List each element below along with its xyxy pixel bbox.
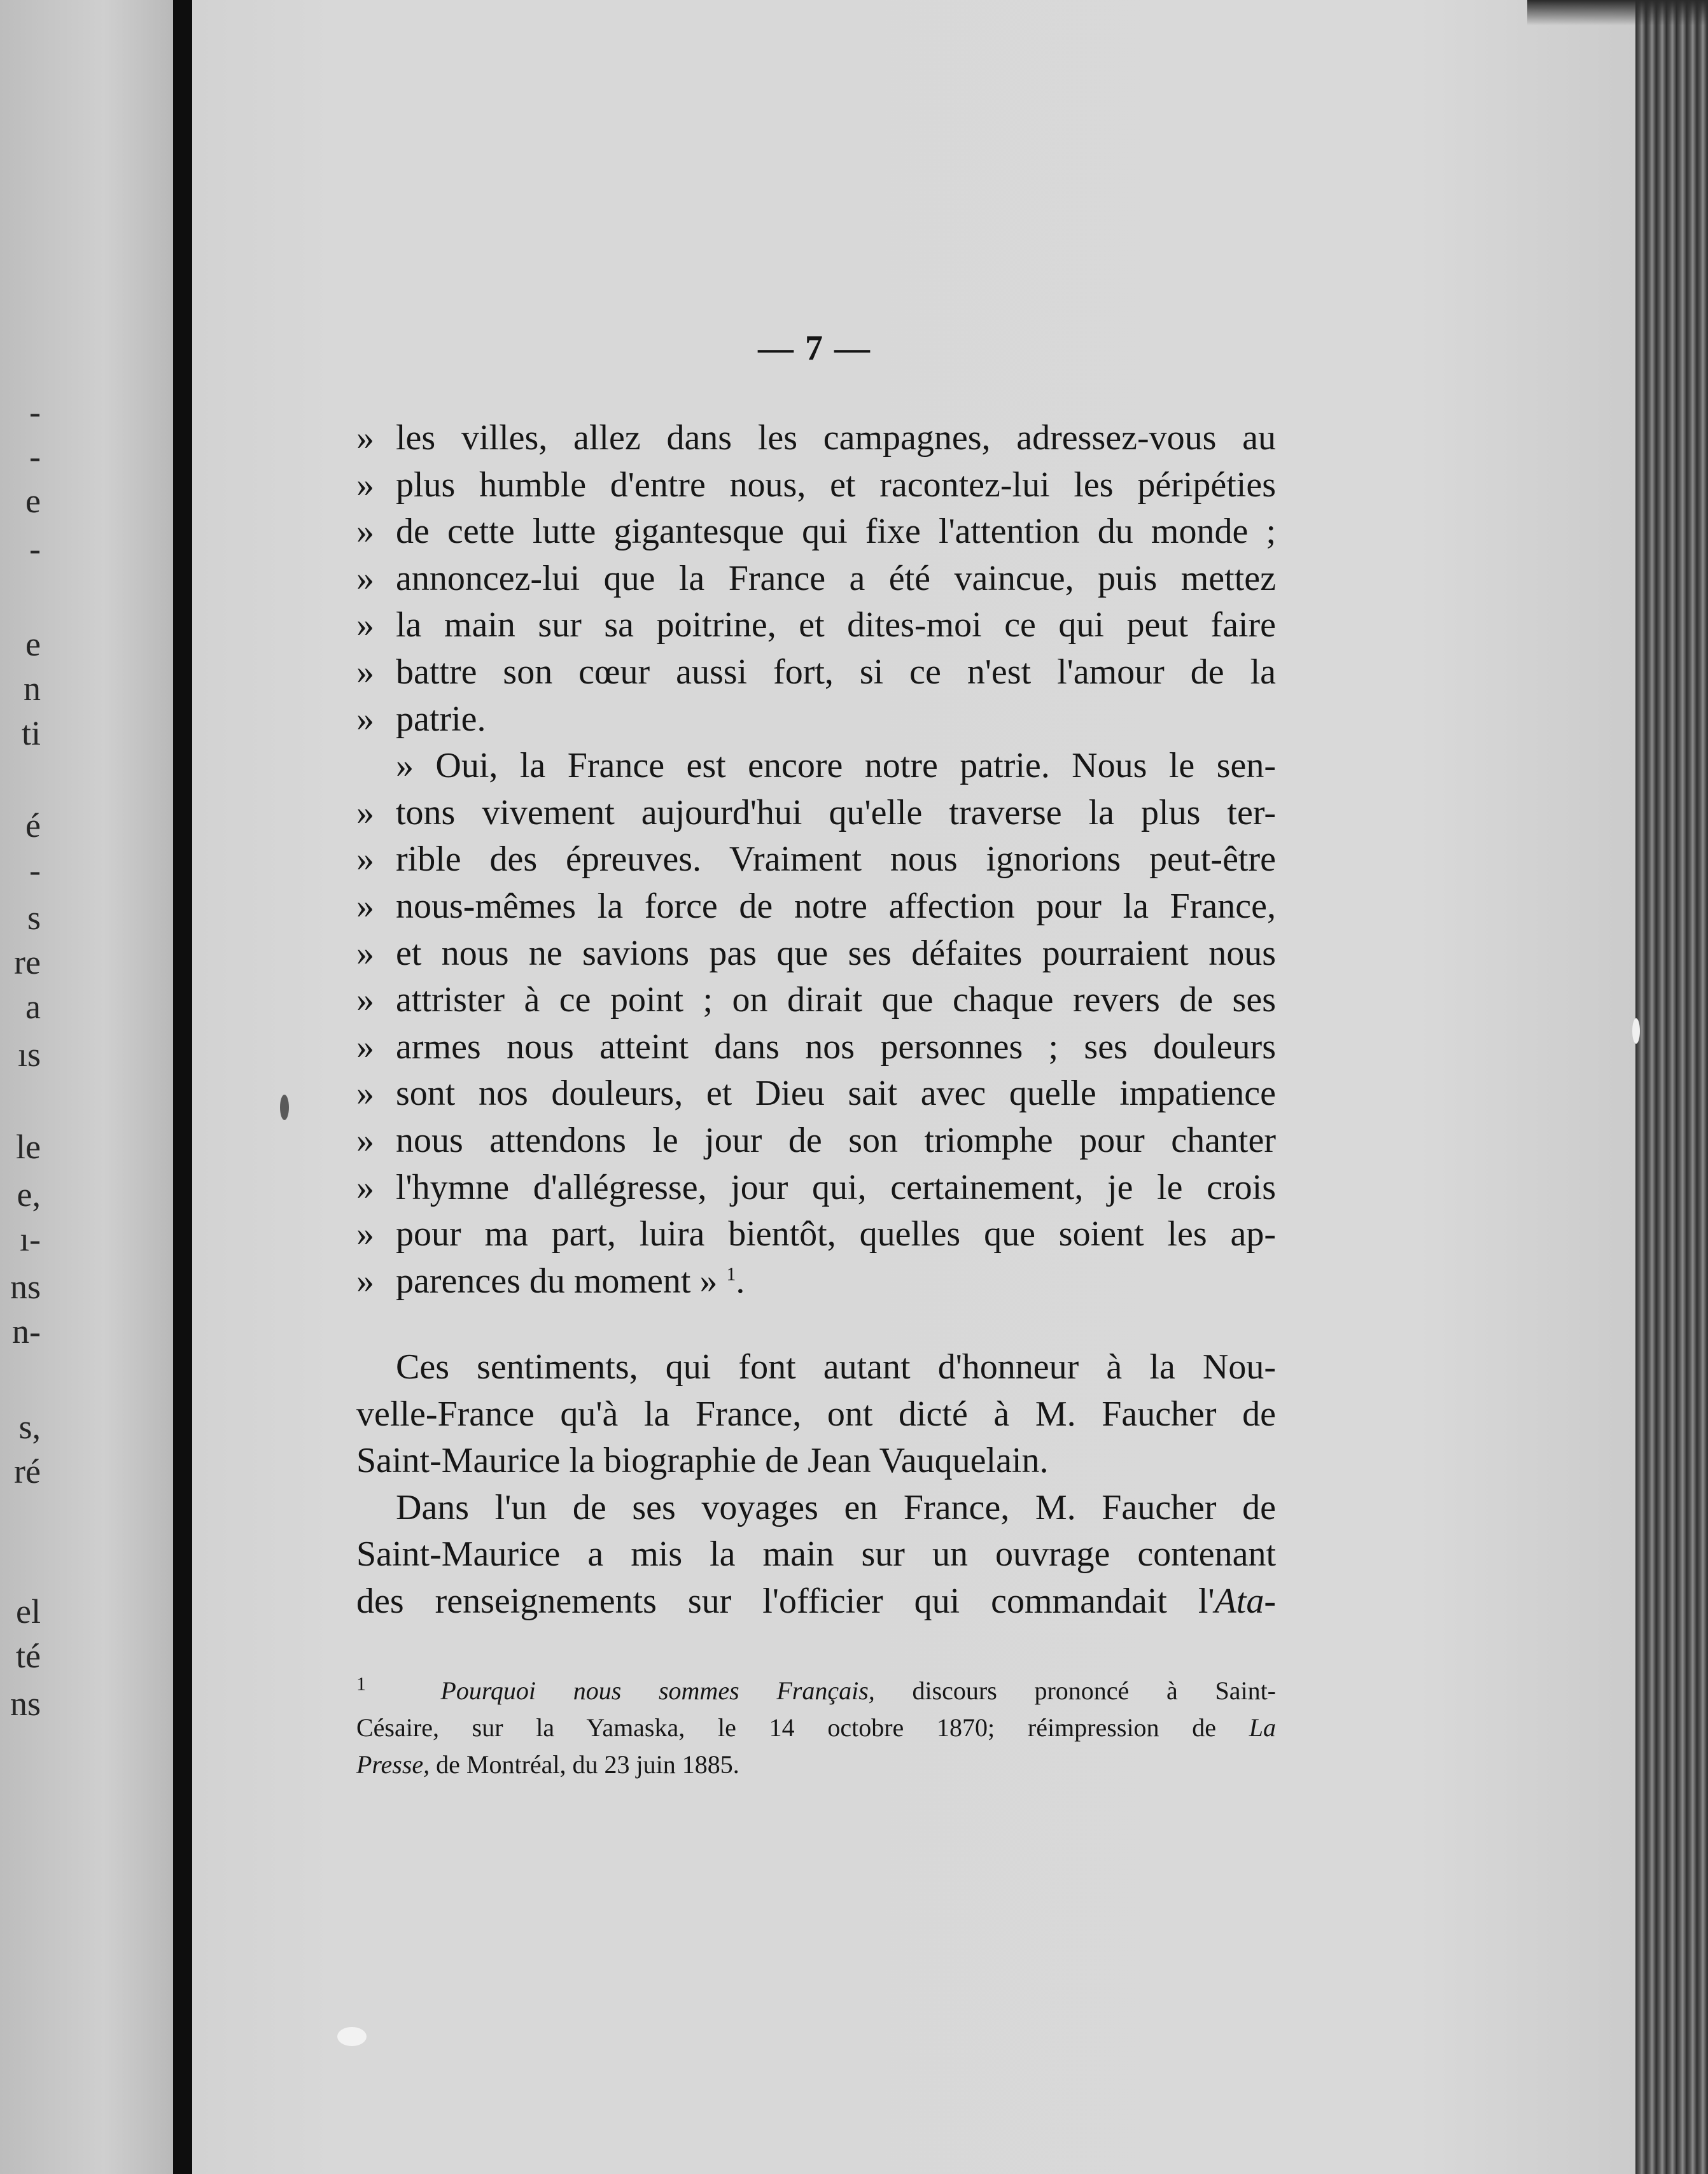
facing-page-fragment: le [16, 1128, 41, 1166]
facing-page-edge [0, 0, 173, 2174]
quote-mark: » [356, 839, 374, 880]
facing-page-fragment: ns [10, 1685, 41, 1723]
facing-page-fragment: té [16, 1637, 41, 1675]
text-line: battre son cœur aussi fort, si ce n'est l'amour de la [396, 652, 1276, 692]
facing-page-fragment: n [24, 670, 41, 708]
facing-page-fragment: ıs [17, 1035, 41, 1074]
facing-page-fragment: e [25, 482, 41, 520]
text-line: » Oui, la France est encore notre patrie. Nous le sen- [396, 746, 1276, 786]
facing-page-fragment: a [25, 988, 41, 1026]
text-line: patrie. [396, 699, 486, 739]
scan-mark [280, 1095, 289, 1120]
facing-page-fragment: el [16, 1592, 41, 1630]
quote-mark: » [356, 1074, 374, 1114]
footnote-line: Presse, de Montréal, du 23 juin 1885. [356, 1750, 739, 1779]
facing-page-fragment: - [29, 437, 41, 475]
text-line: rible des épreuves. Vraiment nous ignorions peut-être [396, 839, 1276, 880]
text-line: Dans l'un de ses voyages en France, M. Faucher de [396, 1487, 1276, 1527]
quote-mark: » [356, 980, 374, 1020]
facing-page-fragment: ı- [20, 1220, 41, 1258]
facing-page-fragment: ti [21, 714, 41, 752]
text-line: velle-France qu'à la France, ont dicté à M. Faucher de [356, 1394, 1276, 1434]
text-line [396, 1263, 1276, 1299]
quote-mark: » [356, 1214, 374, 1254]
quote-mark: » [356, 1121, 374, 1160]
text-line: Saint-Maurice a mis la main sur un ouvrage contenant [356, 1534, 1276, 1574]
text-line [356, 1583, 1276, 1619]
text-line: nous-mêmes la force de notre affection pour la France, [396, 887, 1276, 926]
facing-page-fragment: ns [10, 1268, 41, 1306]
text-line: l'hymne d'allégresse, jour qui, certainement, je le crois [396, 1167, 1276, 1207]
text-line: sont nos douleurs, et Dieu sait avec quelle impatience [396, 1074, 1276, 1114]
scan-mark [1632, 1018, 1640, 1044]
text-line: nous attendons le jour de son triomphe pour chanter [396, 1121, 1276, 1160]
quote-mark: » [356, 465, 374, 505]
facing-page-fragment: e, [17, 1175, 41, 1214]
text-line: la main sur sa poitrine, et dites-moi ce qui peut faire [396, 605, 1276, 645]
quote-mark: » [356, 1167, 374, 1207]
line-tail: . [736, 1261, 745, 1301]
facing-page-fragment: re [14, 943, 41, 981]
page-number: — 7 — [758, 328, 871, 368]
text-line: et nous ne savions pas que ses défaites pourraient nous [396, 933, 1276, 973]
quote-mark: » [356, 418, 374, 458]
facing-page-fragment: é [25, 806, 41, 845]
line-text: des renseignements sur l'officier qui commandait l' [356, 1581, 1215, 1621]
text-line: Ces sentiments, qui font autant d'honneur à la Nou- [396, 1347, 1276, 1387]
footnote-line: $^1$ Pourquoi nous sommes Français, discours prononcé à Saint- [356, 1673, 1277, 1705]
facing-page-fragment: n- [12, 1312, 41, 1350]
text-line: Saint-Maurice la biographie de Jean Vauquelain. [356, 1441, 1049, 1481]
scan-mark [337, 2027, 367, 2046]
quote-mark: » [356, 792, 374, 832]
text-line: attrister à ce point ; on dirait que chaque revers de ses [396, 980, 1276, 1020]
quote-mark: » [356, 558, 374, 598]
facing-page-fragment: - [29, 393, 41, 431]
text-line: annoncez-lui que la France a été vaincue, puis mettez [396, 558, 1276, 598]
quote-mark: » [356, 887, 374, 926]
quote-mark: » [356, 1261, 374, 1301]
facing-page-fragment: e [25, 625, 41, 663]
quote-mark: » [356, 1027, 374, 1067]
text-line: les villes, allez dans les campagnes, adressez-vous au [396, 418, 1276, 458]
quote-mark: » [356, 512, 374, 552]
quote-mark: » [356, 605, 374, 645]
italic-text: Ata- [1214, 1581, 1276, 1621]
text-line: armes nous atteint dans nos personnes ; ses douleurs [396, 1027, 1276, 1067]
text-line: de cette lutte gigantesque qui fixe l'attention du monde ; [396, 512, 1276, 552]
line-text: parences du moment » [396, 1261, 718, 1301]
facing-page-fragment: s [27, 899, 41, 937]
scan-shadow [1527, 0, 1708, 25]
footnote-line: Césaire, sur la Yamaska, le 14 octobre 1870; réimpression de La [356, 1713, 1276, 1742]
text-line: pour ma part, luira bientôt, quelles que soient les ap- [396, 1214, 1276, 1254]
book-spine [173, 0, 192, 2174]
quote-mark: » [356, 652, 374, 692]
facing-page-fragment: s, [18, 1408, 41, 1446]
facing-page-fragment: - [29, 529, 41, 568]
facing-page-fragment: ré [14, 1452, 41, 1490]
page-block-edge [1635, 0, 1708, 2174]
text-line: tons vivement aujourd'hui qu'elle traverse la plus ter- [396, 792, 1276, 832]
quote-mark: » [356, 699, 374, 739]
quote-mark: » [356, 933, 374, 973]
facing-page-fragment: - [29, 851, 41, 889]
text-line: plus humble d'entre nous, et racontez-lui les péripéties [396, 465, 1276, 505]
footnote-ref: 1 [726, 1263, 736, 1285]
